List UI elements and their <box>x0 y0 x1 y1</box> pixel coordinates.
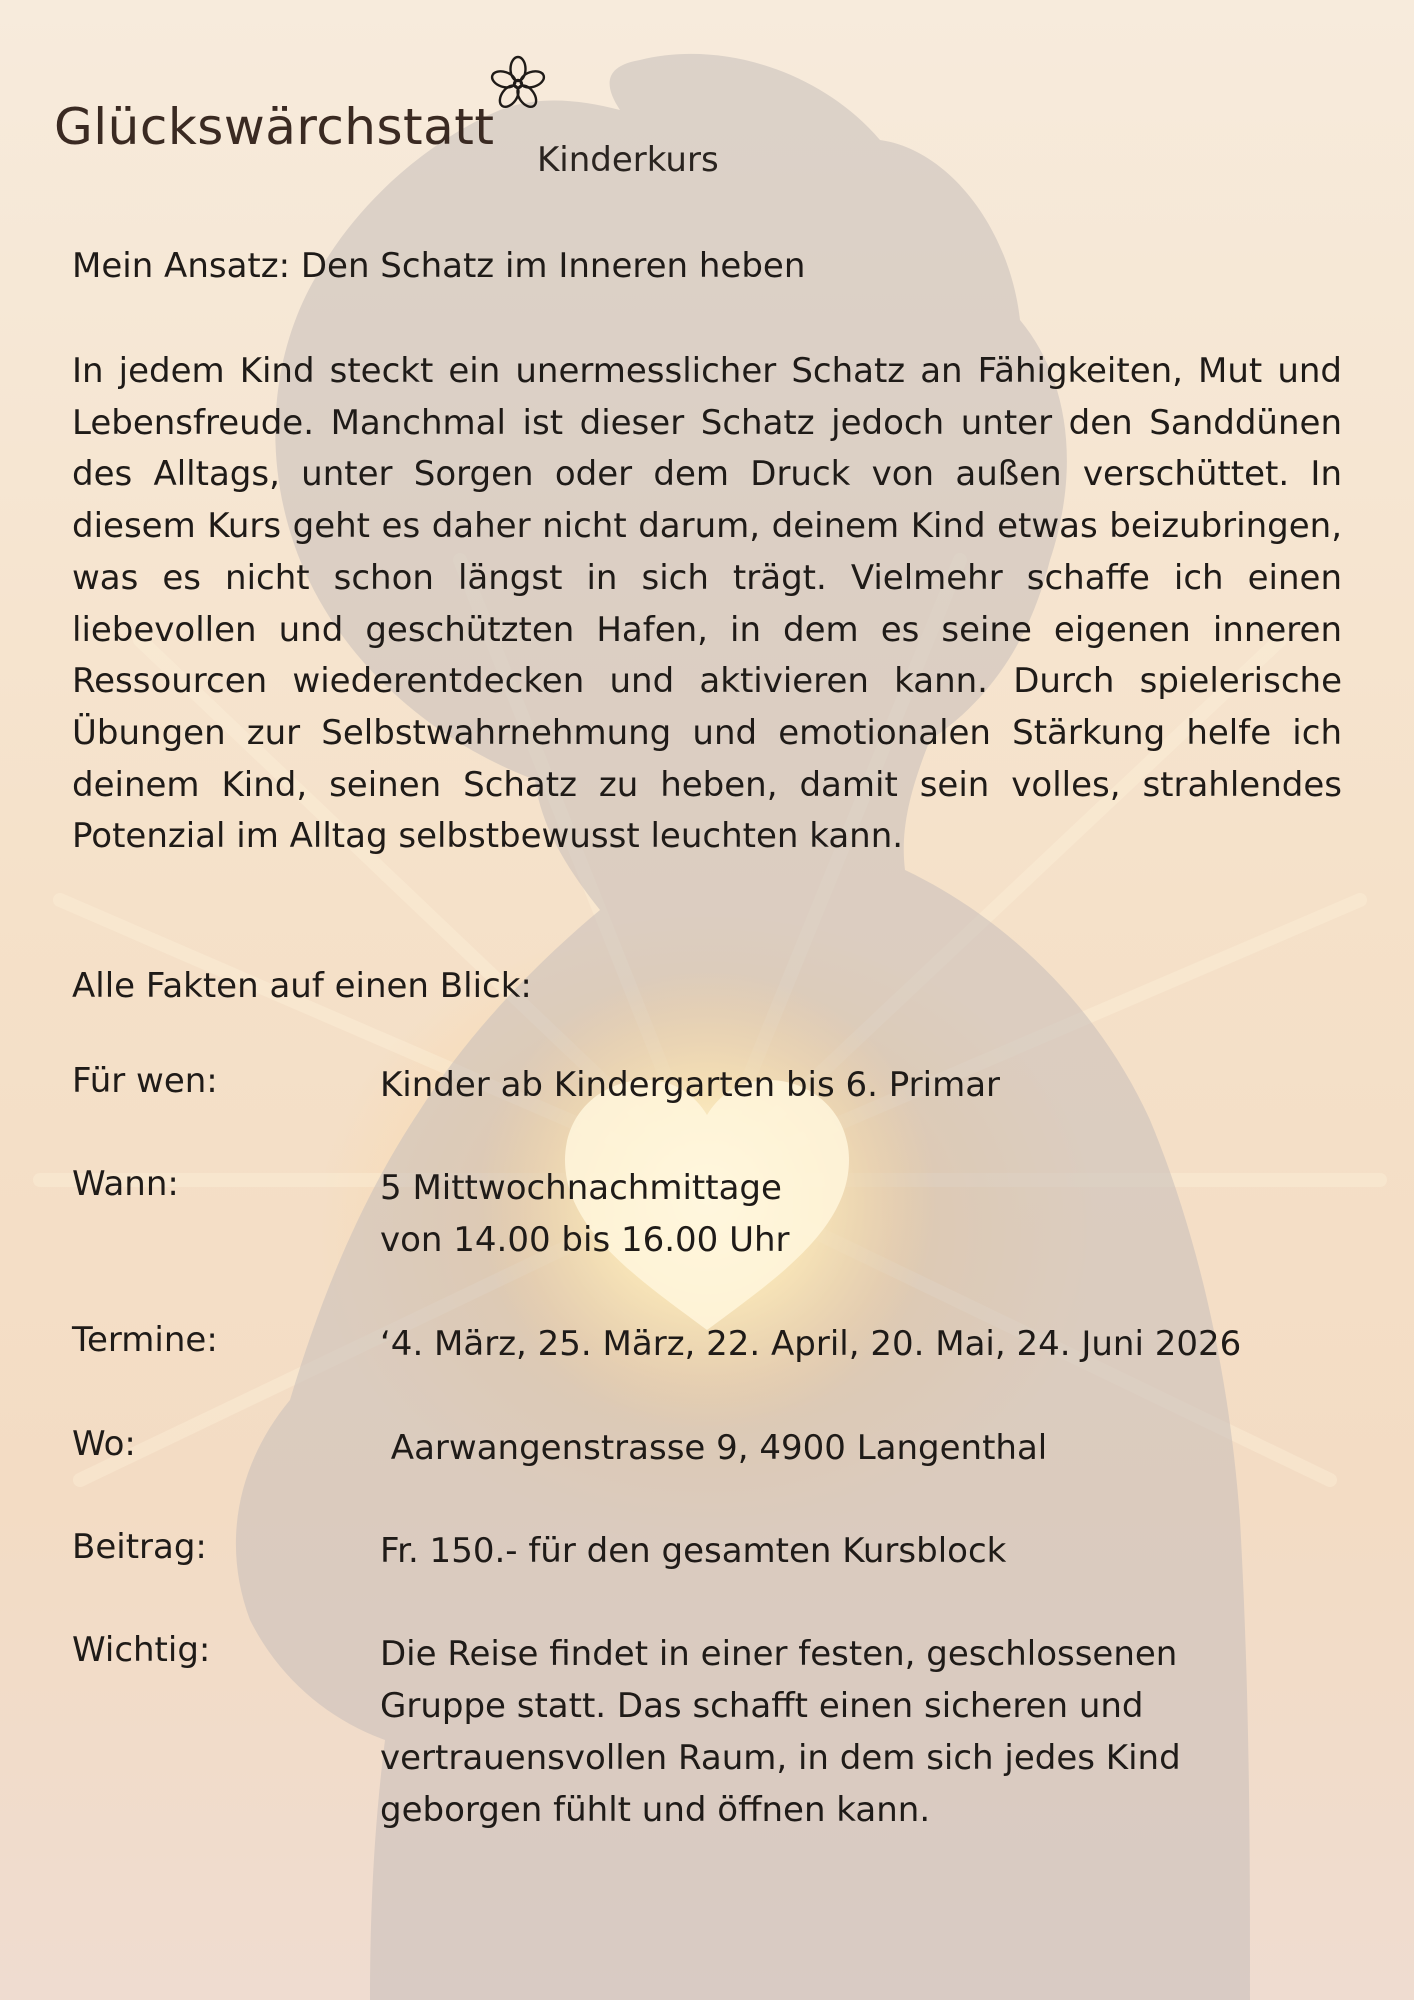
fact-line: Gruppe statt. Das schafft einen sicheren und <box>380 1686 1144 1726</box>
fact-value-time <box>380 1162 1340 1266</box>
fact-value-important <box>380 1628 1340 1836</box>
course-subtitle: Kinderkurs <box>537 140 719 180</box>
fact-line: ‘4. März, 25. März, 22. April, 20. Mai, 24. Juni 2026 <box>380 1324 1242 1364</box>
facts-heading: Alle Fakten auf einen Blick: <box>72 966 532 1006</box>
approach-heading: Mein Ansatz: Den Schatz im Inneren heben <box>72 246 806 286</box>
fact-line: 5 Mittwochnachmittage <box>380 1168 782 1208</box>
fact-line: von 14.00 bis 16.00 Uhr <box>380 1220 790 1260</box>
fact-value-dates <box>380 1318 1340 1370</box>
fact-label-location: Wo: <box>72 1424 136 1464</box>
fact-value-fee <box>380 1525 1340 1577</box>
fact-line: Die Reise findet in einer festen, geschlossenen <box>380 1634 1178 1674</box>
brand-wordmark: Glückswärchstatt <box>54 98 495 156</box>
fact-line: Kinder ab Kindergarten bis 6. Primar <box>380 1065 1001 1105</box>
flower-icon <box>488 54 548 114</box>
fact-label-time: Wann: <box>72 1164 179 1204</box>
fact-label-fee: Beitrag: <box>72 1527 207 1567</box>
fact-label-important: Wichtig: <box>72 1630 211 1670</box>
fact-value-audience <box>380 1059 1340 1111</box>
fact-line: Aarwangenstrasse 9, 4900 Langenthal <box>380 1428 1048 1468</box>
fact-line: vertrauensvollen Raum, in dem sich jedes Kind <box>380 1738 1181 1778</box>
fact-value-location <box>380 1422 1340 1474</box>
fact-label-audience: Für wen: <box>72 1061 218 1101</box>
fact-line: Fr. 150.- für den gesamten Kursblock <box>380 1531 1007 1571</box>
fact-line: geborgen fühlt und öffnen kann. <box>380 1790 931 1830</box>
approach-paragraph: In jedem Kind steckt ein unermesslicher Schatz an Fähigkeiten, Mut und Lebensfreude. Manchmal ist dieser Schatz jedoch unter den Sanddünen des Alltags, unter Sorgen oder dem Druck von außen verschüttet. In diesem Kurs geht es daher nicht darum, deinem Kind etwas beizubringen, was es nicht schon längst in sich trägt. Vielmehr schaffe ich einen liebevollen und geschützten Hafen, in dem es seine eigenen inneren Ressourcen wiederentdecken und aktivieren kann. Durch spielerische Übungen zur Selbstwahrnehmung und emotionalen Stärkung helfe ich deinem Kind, seinen Schatz zu heben, damit sein volles, strahlendes Potenzial im Alltag selbstbewusst leuchten kann. <box>72 351 1342 857</box>
fact-label-dates: Termine: <box>72 1320 218 1360</box>
